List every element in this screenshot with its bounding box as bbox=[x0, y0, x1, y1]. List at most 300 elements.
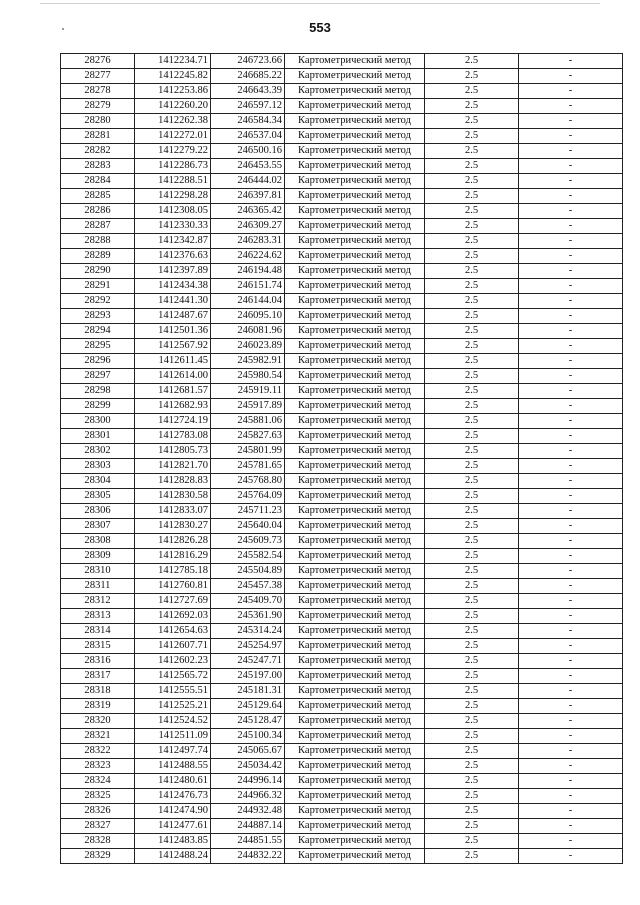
coord-x: 1412611.45 bbox=[135, 354, 211, 369]
method-cell: Картометрический метод bbox=[285, 54, 425, 69]
table-row bbox=[61, 129, 623, 144]
method-cell: Картометрический метод bbox=[285, 699, 425, 714]
accuracy-cell: 2.5 bbox=[425, 414, 519, 429]
point-number: 28308 bbox=[61, 534, 135, 549]
method-cell: Картометрический метод bbox=[285, 444, 425, 459]
method-cell: Картометрический метод bbox=[285, 834, 425, 849]
accuracy-cell: 2.5 bbox=[425, 669, 519, 684]
accuracy-cell: 2.5 bbox=[425, 264, 519, 279]
note-cell: - bbox=[519, 609, 623, 624]
accuracy-cell: 2.5 bbox=[425, 654, 519, 669]
coord-y: 246597.12 bbox=[211, 99, 285, 114]
method-cell: Картометрический метод bbox=[285, 474, 425, 489]
coord-x: 1412477.61 bbox=[135, 819, 211, 834]
accuracy-cell: 2.5 bbox=[425, 834, 519, 849]
coord-x: 1412434.38 bbox=[135, 279, 211, 294]
note-cell: - bbox=[519, 144, 623, 159]
table-row bbox=[61, 114, 623, 129]
table-row bbox=[61, 684, 623, 699]
accuracy-cell: 2.5 bbox=[425, 84, 519, 99]
table-row bbox=[61, 369, 623, 384]
point-number: 28300 bbox=[61, 414, 135, 429]
coord-y: 245034.42 bbox=[211, 759, 285, 774]
note-cell: - bbox=[519, 369, 623, 384]
coord-y: 245801.99 bbox=[211, 444, 285, 459]
point-number: 28291 bbox=[61, 279, 135, 294]
method-cell: Картометрический метод bbox=[285, 234, 425, 249]
note-cell: - bbox=[519, 294, 623, 309]
method-cell: Картометрический метод bbox=[285, 759, 425, 774]
point-number: 28279 bbox=[61, 99, 135, 114]
coord-y: 245361.90 bbox=[211, 609, 285, 624]
method-cell: Картометрический метод bbox=[285, 294, 425, 309]
coord-y: 246194.48 bbox=[211, 264, 285, 279]
coord-y: 245254.97 bbox=[211, 639, 285, 654]
point-number: 28314 bbox=[61, 624, 135, 639]
coord-y: 245781.65 bbox=[211, 459, 285, 474]
table-row bbox=[61, 804, 623, 819]
note-cell: - bbox=[519, 339, 623, 354]
coord-x: 1412727.69 bbox=[135, 594, 211, 609]
method-cell: Картометрический метод bbox=[285, 219, 425, 234]
coord-y: 245764.09 bbox=[211, 489, 285, 504]
method-cell: Картометрический метод bbox=[285, 459, 425, 474]
table-row bbox=[61, 819, 623, 834]
point-number: 28285 bbox=[61, 189, 135, 204]
coord-x: 1412480.61 bbox=[135, 774, 211, 789]
coord-y: 246643.39 bbox=[211, 84, 285, 99]
table-row bbox=[61, 564, 623, 579]
coord-y: 245919.11 bbox=[211, 384, 285, 399]
method-cell: Картометрический метод bbox=[285, 279, 425, 294]
note-cell: - bbox=[519, 354, 623, 369]
coord-x: 1412555.51 bbox=[135, 684, 211, 699]
coord-x: 1412724.19 bbox=[135, 414, 211, 429]
coord-x: 1412397.89 bbox=[135, 264, 211, 279]
point-number: 28319 bbox=[61, 699, 135, 714]
coord-y: 246095.10 bbox=[211, 309, 285, 324]
point-number: 28307 bbox=[61, 519, 135, 534]
method-cell: Картометрический метод bbox=[285, 249, 425, 264]
coord-x: 1412288.51 bbox=[135, 174, 211, 189]
accuracy-cell: 2.5 bbox=[425, 129, 519, 144]
note-cell: - bbox=[519, 729, 623, 744]
note-cell: - bbox=[519, 624, 623, 639]
method-cell: Картометрический метод bbox=[285, 714, 425, 729]
point-number: 28325 bbox=[61, 789, 135, 804]
method-cell: Картометрический метод bbox=[285, 684, 425, 699]
note-cell: - bbox=[519, 594, 623, 609]
table-row bbox=[61, 339, 623, 354]
coord-x: 1412830.27 bbox=[135, 519, 211, 534]
note-cell: - bbox=[519, 489, 623, 504]
accuracy-cell: 2.5 bbox=[425, 369, 519, 384]
accuracy-cell: 2.5 bbox=[425, 279, 519, 294]
note-cell: - bbox=[519, 459, 623, 474]
point-number: 28299 bbox=[61, 399, 135, 414]
method-cell: Картометрический метод bbox=[285, 354, 425, 369]
point-number: 28312 bbox=[61, 594, 135, 609]
method-cell: Картометрический метод bbox=[285, 624, 425, 639]
coord-x: 1412488.55 bbox=[135, 759, 211, 774]
coord-x: 1412821.70 bbox=[135, 459, 211, 474]
coord-x: 1412602.23 bbox=[135, 654, 211, 669]
coord-y: 245582.54 bbox=[211, 549, 285, 564]
table-row bbox=[61, 444, 623, 459]
table-row bbox=[61, 84, 623, 99]
note-cell: - bbox=[519, 324, 623, 339]
accuracy-cell: 2.5 bbox=[425, 564, 519, 579]
coord-y: 245640.04 bbox=[211, 519, 285, 534]
point-number: 28327 bbox=[61, 819, 135, 834]
coord-x: 1412511.09 bbox=[135, 729, 211, 744]
coord-y: 245181.31 bbox=[211, 684, 285, 699]
note-cell: - bbox=[519, 819, 623, 834]
point-number: 28326 bbox=[61, 804, 135, 819]
point-number: 28282 bbox=[61, 144, 135, 159]
point-number: 28294 bbox=[61, 324, 135, 339]
note-cell: - bbox=[519, 639, 623, 654]
accuracy-cell: 2.5 bbox=[425, 639, 519, 654]
accuracy-cell: 2.5 bbox=[425, 309, 519, 324]
coord-y: 244966.32 bbox=[211, 789, 285, 804]
accuracy-cell: 2.5 bbox=[425, 384, 519, 399]
accuracy-cell: 2.5 bbox=[425, 339, 519, 354]
note-cell: - bbox=[519, 159, 623, 174]
coord-x: 1412760.81 bbox=[135, 579, 211, 594]
coord-x: 1412441.30 bbox=[135, 294, 211, 309]
note-cell: - bbox=[519, 474, 623, 489]
accuracy-cell: 2.5 bbox=[425, 714, 519, 729]
coord-x: 1412692.03 bbox=[135, 609, 211, 624]
note-cell: - bbox=[519, 414, 623, 429]
table-row bbox=[61, 69, 623, 84]
coord-x: 1412474.90 bbox=[135, 804, 211, 819]
scan-edge-line bbox=[40, 3, 600, 4]
accuracy-cell: 2.5 bbox=[425, 399, 519, 414]
method-cell: Картометрический метод bbox=[285, 744, 425, 759]
table-row bbox=[61, 414, 623, 429]
coord-y: 246584.34 bbox=[211, 114, 285, 129]
accuracy-cell: 2.5 bbox=[425, 234, 519, 249]
method-cell: Картометрический метод bbox=[285, 639, 425, 654]
note-cell: - bbox=[519, 849, 623, 864]
note-cell: - bbox=[519, 579, 623, 594]
coord-x: 1412272.01 bbox=[135, 129, 211, 144]
coord-y: 244851.55 bbox=[211, 834, 285, 849]
accuracy-cell: 2.5 bbox=[425, 624, 519, 639]
accuracy-cell: 2.5 bbox=[425, 204, 519, 219]
table-row bbox=[61, 609, 623, 624]
accuracy-cell: 2.5 bbox=[425, 804, 519, 819]
note-cell: - bbox=[519, 774, 623, 789]
accuracy-cell: 2.5 bbox=[425, 294, 519, 309]
coordinates-table bbox=[60, 53, 623, 864]
note-cell: - bbox=[519, 684, 623, 699]
table-row bbox=[61, 849, 623, 864]
method-cell: Картометрический метод bbox=[285, 189, 425, 204]
coord-x: 1412682.93 bbox=[135, 399, 211, 414]
coord-y: 246023.89 bbox=[211, 339, 285, 354]
note-cell: - bbox=[519, 669, 623, 684]
coord-y: 245247.71 bbox=[211, 654, 285, 669]
coord-y: 245609.73 bbox=[211, 534, 285, 549]
coord-x: 1412262.38 bbox=[135, 114, 211, 129]
table-row bbox=[61, 174, 623, 189]
method-cell: Картометрический метод bbox=[285, 339, 425, 354]
table-row bbox=[61, 279, 623, 294]
accuracy-cell: 2.5 bbox=[425, 594, 519, 609]
accuracy-cell: 2.5 bbox=[425, 774, 519, 789]
point-number: 28296 bbox=[61, 354, 135, 369]
accuracy-cell: 2.5 bbox=[425, 549, 519, 564]
table-row bbox=[61, 399, 623, 414]
coord-x: 1412816.29 bbox=[135, 549, 211, 564]
table-row bbox=[61, 579, 623, 594]
coord-x: 1412524.52 bbox=[135, 714, 211, 729]
coord-y: 246365.42 bbox=[211, 204, 285, 219]
accuracy-cell: 2.5 bbox=[425, 609, 519, 624]
accuracy-cell: 2.5 bbox=[425, 819, 519, 834]
table-row bbox=[61, 744, 623, 759]
coord-x: 1412286.73 bbox=[135, 159, 211, 174]
method-cell: Картометрический метод bbox=[285, 384, 425, 399]
coord-x: 1412614.00 bbox=[135, 369, 211, 384]
table-row bbox=[61, 519, 623, 534]
coord-y: 246144.04 bbox=[211, 294, 285, 309]
accuracy-cell: 2.5 bbox=[425, 114, 519, 129]
table-row bbox=[61, 669, 623, 684]
coord-x: 1412253.86 bbox=[135, 84, 211, 99]
point-number: 28315 bbox=[61, 639, 135, 654]
method-cell: Картометрический метод bbox=[285, 429, 425, 444]
method-cell: Картометрический метод bbox=[285, 849, 425, 864]
coord-x: 1412488.24 bbox=[135, 849, 211, 864]
point-number: 28276 bbox=[61, 54, 135, 69]
method-cell: Картометрический метод bbox=[285, 504, 425, 519]
coord-x: 1412298.28 bbox=[135, 189, 211, 204]
method-cell: Картометрический метод bbox=[285, 804, 425, 819]
table-row bbox=[61, 99, 623, 114]
note-cell: - bbox=[519, 114, 623, 129]
coord-y: 244996.14 bbox=[211, 774, 285, 789]
coord-y: 246283.31 bbox=[211, 234, 285, 249]
coord-x: 1412308.05 bbox=[135, 204, 211, 219]
coord-x: 1412567.92 bbox=[135, 339, 211, 354]
table-row bbox=[61, 534, 623, 549]
coord-y: 245457.38 bbox=[211, 579, 285, 594]
accuracy-cell: 2.5 bbox=[425, 429, 519, 444]
coord-x: 1412487.67 bbox=[135, 309, 211, 324]
note-cell: - bbox=[519, 189, 623, 204]
table-row bbox=[61, 189, 623, 204]
note-cell: - bbox=[519, 84, 623, 99]
accuracy-cell: 2.5 bbox=[425, 54, 519, 69]
note-cell: - bbox=[519, 264, 623, 279]
table-row bbox=[61, 459, 623, 474]
coord-x: 1412805.73 bbox=[135, 444, 211, 459]
point-number: 28310 bbox=[61, 564, 135, 579]
table-row bbox=[61, 474, 623, 489]
table-row bbox=[61, 384, 623, 399]
coord-y: 246500.16 bbox=[211, 144, 285, 159]
note-cell: - bbox=[519, 129, 623, 144]
coord-x: 1412234.71 bbox=[135, 54, 211, 69]
method-cell: Картометрический метод bbox=[285, 549, 425, 564]
method-cell: Картометрический метод bbox=[285, 729, 425, 744]
point-number: 28290 bbox=[61, 264, 135, 279]
table-row bbox=[61, 159, 623, 174]
table-row bbox=[61, 714, 623, 729]
coord-y: 245917.89 bbox=[211, 399, 285, 414]
method-cell: Картометрический метод bbox=[285, 654, 425, 669]
coord-y: 245314.24 bbox=[211, 624, 285, 639]
table-row bbox=[61, 729, 623, 744]
point-number: 28286 bbox=[61, 204, 135, 219]
point-number: 28295 bbox=[61, 339, 135, 354]
accuracy-cell: 2.5 bbox=[425, 474, 519, 489]
method-cell: Картометрический метод bbox=[285, 99, 425, 114]
note-cell: - bbox=[519, 69, 623, 84]
accuracy-cell: 2.5 bbox=[425, 744, 519, 759]
accuracy-cell: 2.5 bbox=[425, 444, 519, 459]
note-cell: - bbox=[519, 249, 623, 264]
table-row bbox=[61, 504, 623, 519]
point-number: 28301 bbox=[61, 429, 135, 444]
coord-y: 246151.74 bbox=[211, 279, 285, 294]
coord-y: 245881.06 bbox=[211, 414, 285, 429]
table-row bbox=[61, 309, 623, 324]
accuracy-cell: 2.5 bbox=[425, 189, 519, 204]
table-row bbox=[61, 54, 623, 69]
note-cell: - bbox=[519, 699, 623, 714]
table-row bbox=[61, 624, 623, 639]
point-number: 28323 bbox=[61, 759, 135, 774]
coord-y: 246685.22 bbox=[211, 69, 285, 84]
table-row bbox=[61, 699, 623, 714]
coord-x: 1412376.63 bbox=[135, 249, 211, 264]
coord-x: 1412654.63 bbox=[135, 624, 211, 639]
table-row bbox=[61, 234, 623, 249]
table-row bbox=[61, 264, 623, 279]
coord-y: 246453.55 bbox=[211, 159, 285, 174]
method-cell: Картометрический метод bbox=[285, 114, 425, 129]
point-number: 28313 bbox=[61, 609, 135, 624]
point-number: 28322 bbox=[61, 744, 135, 759]
coord-x: 1412833.07 bbox=[135, 504, 211, 519]
point-number: 28292 bbox=[61, 294, 135, 309]
coord-y: 245100.34 bbox=[211, 729, 285, 744]
method-cell: Картометрический метод bbox=[285, 819, 425, 834]
coord-y: 246397.81 bbox=[211, 189, 285, 204]
coord-y: 245409.70 bbox=[211, 594, 285, 609]
accuracy-cell: 2.5 bbox=[425, 519, 519, 534]
accuracy-cell: 2.5 bbox=[425, 324, 519, 339]
table-row bbox=[61, 789, 623, 804]
accuracy-cell: 2.5 bbox=[425, 219, 519, 234]
accuracy-cell: 2.5 bbox=[425, 684, 519, 699]
coord-x: 1412826.28 bbox=[135, 534, 211, 549]
point-number: 28297 bbox=[61, 369, 135, 384]
method-cell: Картометрический метод bbox=[285, 489, 425, 504]
accuracy-cell: 2.5 bbox=[425, 759, 519, 774]
coord-y: 244887.14 bbox=[211, 819, 285, 834]
coord-x: 1412785.18 bbox=[135, 564, 211, 579]
table-row bbox=[61, 144, 623, 159]
method-cell: Картометрический метод bbox=[285, 159, 425, 174]
note-cell: - bbox=[519, 834, 623, 849]
table-row bbox=[61, 549, 623, 564]
method-cell: Картометрический метод bbox=[285, 129, 425, 144]
table-row bbox=[61, 594, 623, 609]
note-cell: - bbox=[519, 759, 623, 774]
accuracy-cell: 2.5 bbox=[425, 504, 519, 519]
point-number: 28318 bbox=[61, 684, 135, 699]
table-row bbox=[61, 429, 623, 444]
accuracy-cell: 2.5 bbox=[425, 354, 519, 369]
table-row bbox=[61, 759, 623, 774]
method-cell: Картометрический метод bbox=[285, 669, 425, 684]
coord-x: 1412476.73 bbox=[135, 789, 211, 804]
accuracy-cell: 2.5 bbox=[425, 534, 519, 549]
method-cell: Картометрический метод bbox=[285, 609, 425, 624]
accuracy-cell: 2.5 bbox=[425, 459, 519, 474]
coord-x: 1412681.57 bbox=[135, 384, 211, 399]
method-cell: Картометрический метод bbox=[285, 369, 425, 384]
coord-x: 1412497.74 bbox=[135, 744, 211, 759]
coord-x: 1412483.85 bbox=[135, 834, 211, 849]
note-cell: - bbox=[519, 714, 623, 729]
note-cell: - bbox=[519, 204, 623, 219]
method-cell: Картометрический метод bbox=[285, 69, 425, 84]
table-row bbox=[61, 639, 623, 654]
accuracy-cell: 2.5 bbox=[425, 99, 519, 114]
coord-y: 245197.00 bbox=[211, 669, 285, 684]
method-cell: Картометрический метод bbox=[285, 84, 425, 99]
coord-y: 246444.02 bbox=[211, 174, 285, 189]
table-row bbox=[61, 204, 623, 219]
point-number: 28321 bbox=[61, 729, 135, 744]
table-row bbox=[61, 834, 623, 849]
point-number: 28328 bbox=[61, 834, 135, 849]
point-number: 28303 bbox=[61, 459, 135, 474]
note-cell: - bbox=[519, 549, 623, 564]
accuracy-cell: 2.5 bbox=[425, 729, 519, 744]
note-cell: - bbox=[519, 309, 623, 324]
point-number: 28283 bbox=[61, 159, 135, 174]
accuracy-cell: 2.5 bbox=[425, 249, 519, 264]
note-cell: - bbox=[519, 279, 623, 294]
point-number: 28316 bbox=[61, 654, 135, 669]
method-cell: Картометрический метод bbox=[285, 579, 425, 594]
coord-x: 1412260.20 bbox=[135, 99, 211, 114]
table-row bbox=[61, 774, 623, 789]
coord-x: 1412501.36 bbox=[135, 324, 211, 339]
point-number: 28284 bbox=[61, 174, 135, 189]
method-cell: Картометрический метод bbox=[285, 264, 425, 279]
coordinates-table-body bbox=[61, 54, 623, 864]
accuracy-cell: 2.5 bbox=[425, 159, 519, 174]
note-cell: - bbox=[519, 429, 623, 444]
coord-x: 1412279.22 bbox=[135, 144, 211, 159]
note-cell: - bbox=[519, 54, 623, 69]
method-cell: Картометрический метод bbox=[285, 564, 425, 579]
note-cell: - bbox=[519, 399, 623, 414]
coord-y: 246081.96 bbox=[211, 324, 285, 339]
coord-x: 1412330.33 bbox=[135, 219, 211, 234]
point-number: 28305 bbox=[61, 489, 135, 504]
note-cell: - bbox=[519, 804, 623, 819]
